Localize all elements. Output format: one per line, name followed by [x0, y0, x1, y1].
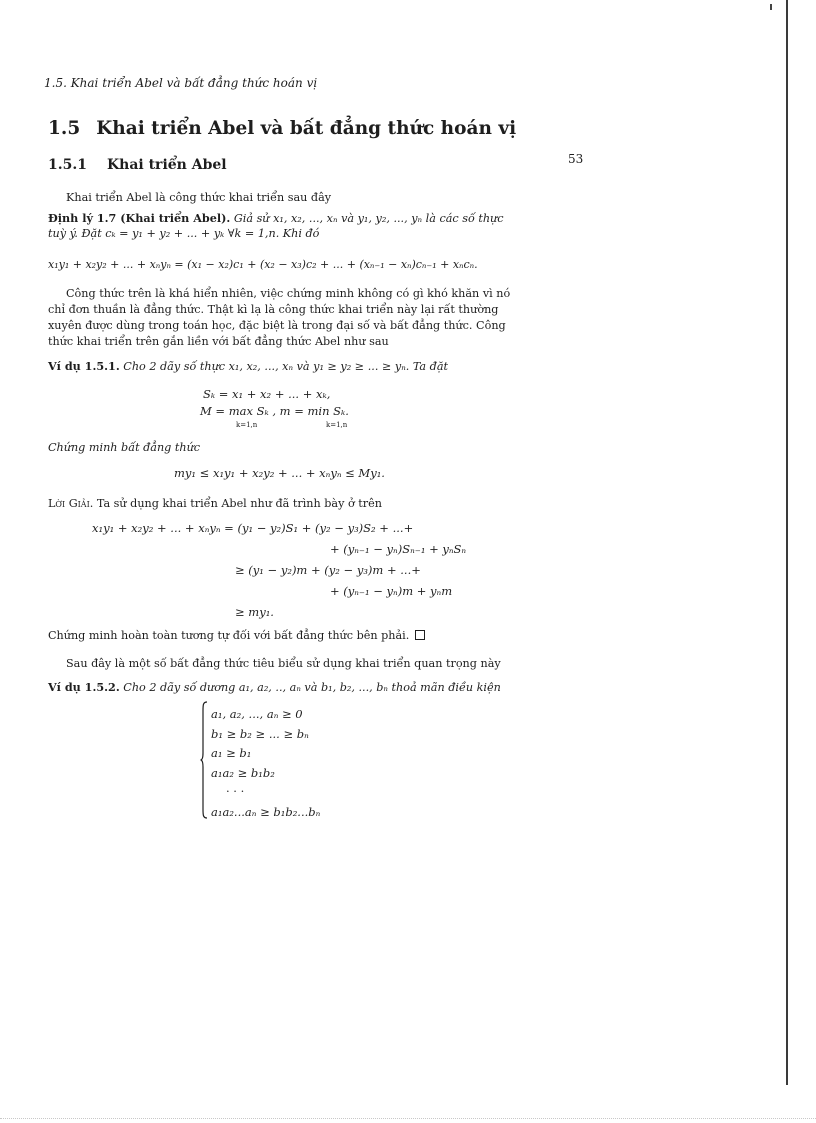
page-number: 53 [568, 152, 584, 166]
example1-def2: M = max Sₖ , m = min Sₖ. [200, 404, 349, 418]
solution-text: Ta sử dụng khai triển Abel như đã trình bày ở trên [96, 497, 382, 510]
solution-line-1: x₁y₁ + x₂y₂ + ... + xₙyₙ = (y₁ − y₂)S₁ + (y₂ − y₃)S₂ + ...+ [92, 521, 414, 535]
system-line-2: b₁ ≥ b₂ ≥ ... ≥ bₙ [211, 727, 309, 741]
solution-line-4: + (yₙ₋₁ − yₙ)m + yₙm [330, 584, 453, 598]
subsection-title: Khai triển Abel [106, 157, 227, 173]
solution-label: Lời Giải. [48, 497, 94, 510]
theorem-text-1: Giả sử x₁, x₂, ..., xₙ và y₁, y₂, ..., yₙ là các số thực [233, 212, 504, 225]
section-heading [48, 118, 516, 139]
system-line-6: a₁a₂...aₙ ≥ b₁b₂...bₙ [211, 805, 321, 819]
subsection-number: 1.5.1 [48, 157, 87, 173]
paragraph1-line-3: xuyên được dùng trong toán học, đặc biệt là trong đại số và bất đẳng thức. Công [48, 319, 506, 332]
paragraph1-line-4: thức khai triển trên gắn liền với bất đẳng thức Abel như sau [48, 335, 389, 348]
scan-mark [770, 4, 772, 10]
theorem-text-2: tuỳ ý. Đặt cₖ = y₁ + y₂ + ... + yₖ ∀k = 1,n. Khi đó [48, 227, 320, 240]
max-subscript: k=1,n [236, 421, 258, 429]
paragraph1-line-2: chỉ đơn thuần là đẳng thức. Thật kì lạ là công thức khai triển này lại rất thường [48, 303, 499, 316]
subsection-heading [48, 157, 227, 173]
theorem-line-1 [48, 211, 504, 226]
paragraph1-line-1: Công thức trên là khá hiển nhiên, việc chứng minh không có gì khó khăn vì nó [66, 287, 511, 300]
min-subscript: k=1,n [326, 421, 348, 429]
example1-heading [48, 359, 448, 374]
conclusion-text: Chứng minh hoàn toàn tương tự đối với bất đẳng thức bên phải. [48, 629, 410, 642]
example2-label: Ví dụ 1.5.2. [48, 680, 120, 694]
solution-heading [48, 497, 382, 511]
system-line-3: a₁ ≥ b₁ [211, 746, 252, 760]
example1-label: Ví dụ 1.5.1. [48, 359, 120, 373]
section-number: 1.5 [48, 118, 81, 139]
running-title: 1.5. Khai triển Abel và bất đẳng thức hoán vị [44, 76, 318, 90]
left-brace-icon [200, 701, 208, 819]
prove-label: Chứng minh bất đẳng thức [48, 441, 201, 454]
theorem-label: Định lý 1.7 (Khai triển Abel). [48, 211, 231, 225]
example1-def1: Sₖ = x₁ + x₂ + ... + xₖ, [203, 387, 331, 401]
scan-border [0, 1118, 816, 1120]
solution-line-3: ≥ (y₁ − y₂)m + (y₂ − y₃)m + ...+ [235, 563, 421, 577]
example2-text: Cho 2 dãy số dương a₁, a₂, .., aₙ và b₁, b₂, ..., bₙ thoả mãn điều kiện [123, 681, 501, 694]
example1-inequality: my₁ ≤ x₁y₁ + x₂y₂ + ... + xₙyₙ ≤ My₁. [174, 466, 385, 480]
qed-square-icon [415, 630, 425, 640]
paragraph2: Sau đây là một số bất đẳng thức tiêu biểu sử dụng khai triển quan trọng này [66, 657, 501, 670]
example1-text: Cho 2 dãy số thực x₁, x₂, ..., xₙ và y₁ ≥ y₂ ≥ ... ≥ yₙ. Ta đặt [123, 360, 448, 373]
page-edge [786, 0, 788, 1085]
system-line-1: a₁, a₂, ..., aₙ ≥ 0 [211, 707, 303, 721]
example2-heading [48, 680, 501, 695]
section-title: Khai triển Abel và bất đẳng thức hoán vị [96, 118, 517, 139]
system-ellipsis: · · · [226, 784, 245, 798]
solution-line-5: ≥ my₁. [235, 605, 274, 619]
theorem-formula: x₁y₁ + x₂y₂ + ... + xₙyₙ = (x₁ − x₂)c₁ + (x₂ − x₃)c₂ + ... + (xₙ₋₁ − xₙ)cₙ₋₁ + xₙcₙ. [48, 258, 478, 271]
system-line-4: a₁a₂ ≥ b₁b₂ [211, 766, 275, 780]
solution-line-2: + (yₙ₋₁ − yₙ)Sₙ₋₁ + yₙSₙ [330, 542, 467, 556]
intro-text: Khai triển Abel là công thức khai triển sau đây [66, 191, 332, 204]
solution-conclusion [48, 629, 425, 643]
